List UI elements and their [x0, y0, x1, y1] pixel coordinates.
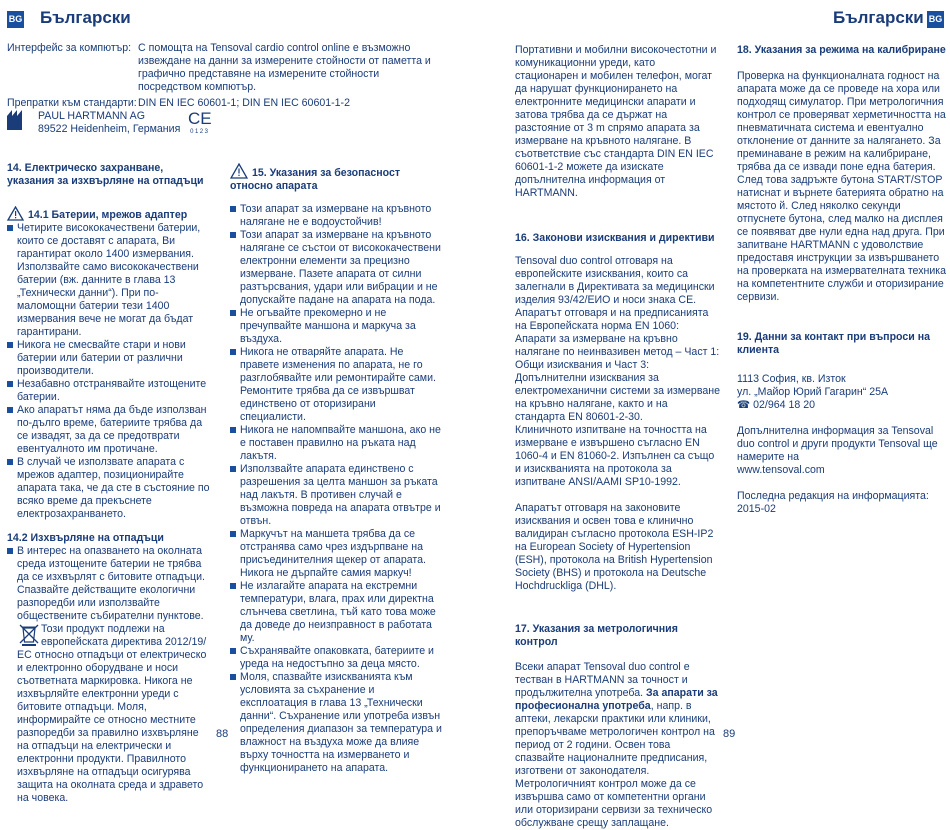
- batteries-list: [7, 222, 212, 521]
- language-code-badge: BG: [7, 11, 24, 28]
- warning-icon: [230, 163, 248, 179]
- address-line-1: 1113 София, кв. Изток: [737, 373, 846, 385]
- section-14-1-title: [7, 206, 212, 222]
- sec16-paragraph: Tensoval duo control отговаря на европейските изисквания, които са залегнали в Директивата за медицински изделия 93/42/ЕИО и носи знака CE.: [515, 255, 715, 306]
- section-15-title-line1: 15. Указания за безопасност: [252, 167, 401, 179]
- weee-bin-icon: [19, 624, 39, 646]
- right-page: [475, 0, 950, 829]
- list-item: В интерес на опазването на околната среда изтощените батерии не трябва да се изхвърлят с битовите отпадъци. Спазвайте действащите екологични разпоредби или използвайте обществените събирателни пунктове.: [7, 545, 212, 623]
- section-14-2-title: 14.2 Изхвърляне на отпадъци: [7, 532, 164, 544]
- list-item: Използвайте апарата единствено с разрешения за целта маншон за ръката над лакътя. В противен случай е възможна повреда на апарата отвътре и отвън.: [230, 463, 442, 528]
- list-item: Съхранявайте опаковката, батериите и уреда на недостъпно за деца място.: [230, 645, 442, 671]
- ce-number: 0123: [190, 129, 210, 135]
- section-15-title: [230, 163, 442, 180]
- sec16-paragraph: Клиничното изпитване на точността на измерване е извършено съгласно EN 1060-4 и EN 81060-2. Изпълнен са също и изискванията на протокола за изпитване ANSI/AAMI SP10-1992.: [515, 424, 715, 488]
- list-item: Не огъвайте прекомерно и не пречупвайте маншона и маркуча за въздуха.: [230, 307, 442, 346]
- sec18-text: Проверка на функционалната годност на апарата може да се проведе на хора или подходящ симулатор. При метрологичния контрол се проверяват херметичността на пневматичната система и евентуално отклонение от данните за налягането. За преминаване в режим на калибриране, трябва да се извади поне една батерия. След това задръжте бутона START/STOP натиснат и върнете батерията обратно на мястото й. След няколко секунди отпуснете бутона, след малко на дисплея се появяват две нули една над друга. При запитване HARTMANN с удоволствие предоставя инструкции за извършването на проверката на измервателната техника на компетентните служби и оторизирание сервизи.: [737, 70, 947, 303]
- address-line-2: ул. „Майор Юрий Гагарин“ 25А: [737, 386, 889, 398]
- list-item: Незабавно отстранявайте изтощените батерии.: [7, 378, 212, 404]
- sec16-paragraph: Апаратът отговаря и на предписанията на Европейската норма EN 1060:: [515, 307, 709, 332]
- info-label: Препратки към стандарти:: [7, 97, 137, 109]
- list-item: Никога не напомпвайте маншона, ако не е поставен правилно на ръката над лакътя.: [230, 424, 442, 463]
- safety-list: [230, 203, 442, 775]
- info-value: С помощта на Tensoval cardio control online е възможно извеждане на данни за измерените стойности от паметта и графично представяне на измерените стойности посредством компютър.: [138, 42, 431, 93]
- right-column-1: [515, 44, 720, 830]
- manufacturer-address: 89522 Heidenheim, Германия: [38, 123, 181, 135]
- emc-intro: Портативни и мобилни високочестотни и комуникационни уреди, като стационарен и мобилен телефон, могат да нарушат функционирането на електронните медицински апарати и затова трябва да се държат на разстояние от 3 m спрямо апарата за измерване на кръвното налягане. В съответствие със стандарта DIN EN IEC 60601-1-2 можете да изискате допълнителна информация от HARTMANN.: [515, 44, 717, 199]
- language-title: Български: [833, 8, 924, 27]
- ce-mark: [188, 110, 212, 136]
- info-row-standards: [7, 97, 467, 110]
- left-page: [0, 0, 475, 804]
- section-14-title: 14. Електрическо захранване, указания за изхвърляне на отпадъци: [7, 162, 204, 187]
- phone-number: ☎ 02/964 18 20: [737, 399, 815, 411]
- section-14: [7, 162, 212, 805]
- info-row-interface: [7, 42, 467, 94]
- page-number: 88: [216, 728, 229, 740]
- edition-label: Последна редакция на информацията:: [737, 490, 929, 502]
- section-14-1-label: 14.1 Батерии, мрежов адаптер: [28, 209, 188, 221]
- sec17-text-end: , напр. в аптеки, лекарски практики или клиники, препоръчваме метрологичен контрол на период от 2 години. Освен това спазвайте националните предписания, изготвени от законодателя. Метрологичният контрол може да се извършва само от компетентни органи или оторизирани сервизи за техническо обслужване срещу заплащане.: [515, 700, 715, 829]
- info-value: DIN EN IEC 60601-1; DIN EN IEC 60601-1-2: [138, 97, 350, 109]
- list-item: Ако апаратът няма да бъде използван по-дълго време, батериите трябва да се извадят, за да се предотврати евентуалното им протичане.: [7, 404, 212, 456]
- section-19-title: 19. Данни за контакт при въпроси на клиента: [737, 331, 931, 356]
- sec16-paragraph: Апарати за измерване на кръвно налягане по неинвазивен метод – Част 1: Общи изисквания и Част 3: Допълнителни изисквания за електромеханични системи за измерване на кръвно налягане, както и на стандарта EN 80601-2-30.: [515, 333, 720, 423]
- language-code-badge: BG: [927, 11, 944, 28]
- sec16-paragraph: Апаратът отговаря на законовите изисквания и освен това е клинично валидиран съгласно протокола ESH-IP2 на European Society of Hypertension (ESH), протокола на British Hypertension Society (BHS) и протокола на Deutsche Hochdruckliga (DHL).: [515, 502, 714, 592]
- list-item: Моля, спазвайте изискванията към условията за съхранение и експлоатация в глава 13 „Технически данни“. Съхранение или употреба извън определения диапазон за температура и влажност на въздуха може да влияе върху точността на измерването и функционирането на апарата.: [230, 671, 442, 775]
- page-number: 89: [723, 728, 736, 740]
- list-item: Този апарат за измерване на кръвното налягане не е водоустойчив!: [230, 203, 442, 229]
- list-item: Четирите висококачествени батерии, които се доставят с апарата, Ви гарантират около 1400 измервания. Използвайте само висококачествени батерии (вж. данните в глава 13 „Технически данни“). При по-маломощни батерии тези 1400 измервания вече не могат да бъдат гарантирани.: [7, 222, 212, 339]
- section-17-title: 17. Указания за метрологичния контрол: [515, 623, 678, 648]
- ce-mark-label: CE: [188, 109, 212, 128]
- list-item: В случай че използвате апарата с мрежов адаптер, позиционирайте апарата така, че да сте в състояние по всяко време да прекъснете електрозахранването.: [7, 456, 212, 521]
- right-column-2: [737, 44, 949, 516]
- manufacturer-name: PAUL HARTMANN AG: [38, 110, 145, 122]
- list-item: Никога не отваряйте апарата. Не правете изменения по апарата, не го разглобявайте или ремонтирайте сами. Ремонтите трябва да се извършват единствено от оторизирани специалисти.: [230, 346, 442, 424]
- list-item: Този апарат за измерване на кръвното налягане се състои от висококачествени електронни елементи за прецизно измерване. Пазете апарата от силни разтърсвания, удари или вибрации и не допускайте падане на апарата на пода.: [230, 229, 442, 307]
- info-label: Интерфейс за компютър:: [7, 42, 132, 54]
- section-18-title: 18. Указания за режима на калибриране: [737, 44, 946, 56]
- sec17-text-bold: За апарати за професионална употреба: [515, 687, 718, 712]
- info-table: [7, 42, 467, 110]
- disposal-list: [7, 545, 212, 623]
- edition-date: 2015-02: [737, 503, 776, 515]
- manufacturer-icon: [7, 110, 29, 134]
- list-item: Маркучът на маншета трябва да се отстранява само чрез издърпване на присъединителния щекер от апарата. Никога не дърпайте самия маркуч!: [230, 528, 442, 580]
- warning-icon: [7, 206, 24, 221]
- weee-text: Този продукт подлежи на европейската директива 2012/19/ЕС относно отпадъци от електрическо и електронно оборудване и носи съответната маркировка. Никога не изхвърляйте електронни уреди с битовите отпадъци. Моля, информирайте се относно местните разпоредби за правилно изхвърляне на отпадъци на електрически и електронни продукти. Правилното изхвърляне на отпадъци осигурява защита на околната среда и здравето на човека.: [17, 623, 207, 804]
- more-info-text: Допълнителна информация за Tensoval duo control и други продукти Tensoval ще намерите на: [737, 425, 938, 463]
- sec17-text-start: Всеки апарат Tensoval duo control е тестван в HARTMANN за точност и продължителна употреба.: [515, 661, 690, 699]
- list-item: Не излагайте апарата на екстремни температури, влага, прах или директна слънчева светлина, тъй като това може да доведе до неизправност в работата му.: [230, 580, 442, 645]
- sec17-paragraph: [515, 661, 720, 830]
- manufacturer-block: [38, 110, 180, 136]
- section-15-title-line2: относно апарата: [230, 180, 318, 192]
- list-item: Никога не смесвайте стари и нови батерии или батерии от различни производители.: [7, 339, 212, 378]
- weee-block: [7, 623, 212, 805]
- section-15: [230, 163, 442, 775]
- website-link[interactable]: www.tensoval.com: [737, 464, 825, 476]
- language-title: Български: [40, 8, 131, 27]
- section-16-title: 16. Законови изисквания и директиви: [515, 232, 715, 244]
